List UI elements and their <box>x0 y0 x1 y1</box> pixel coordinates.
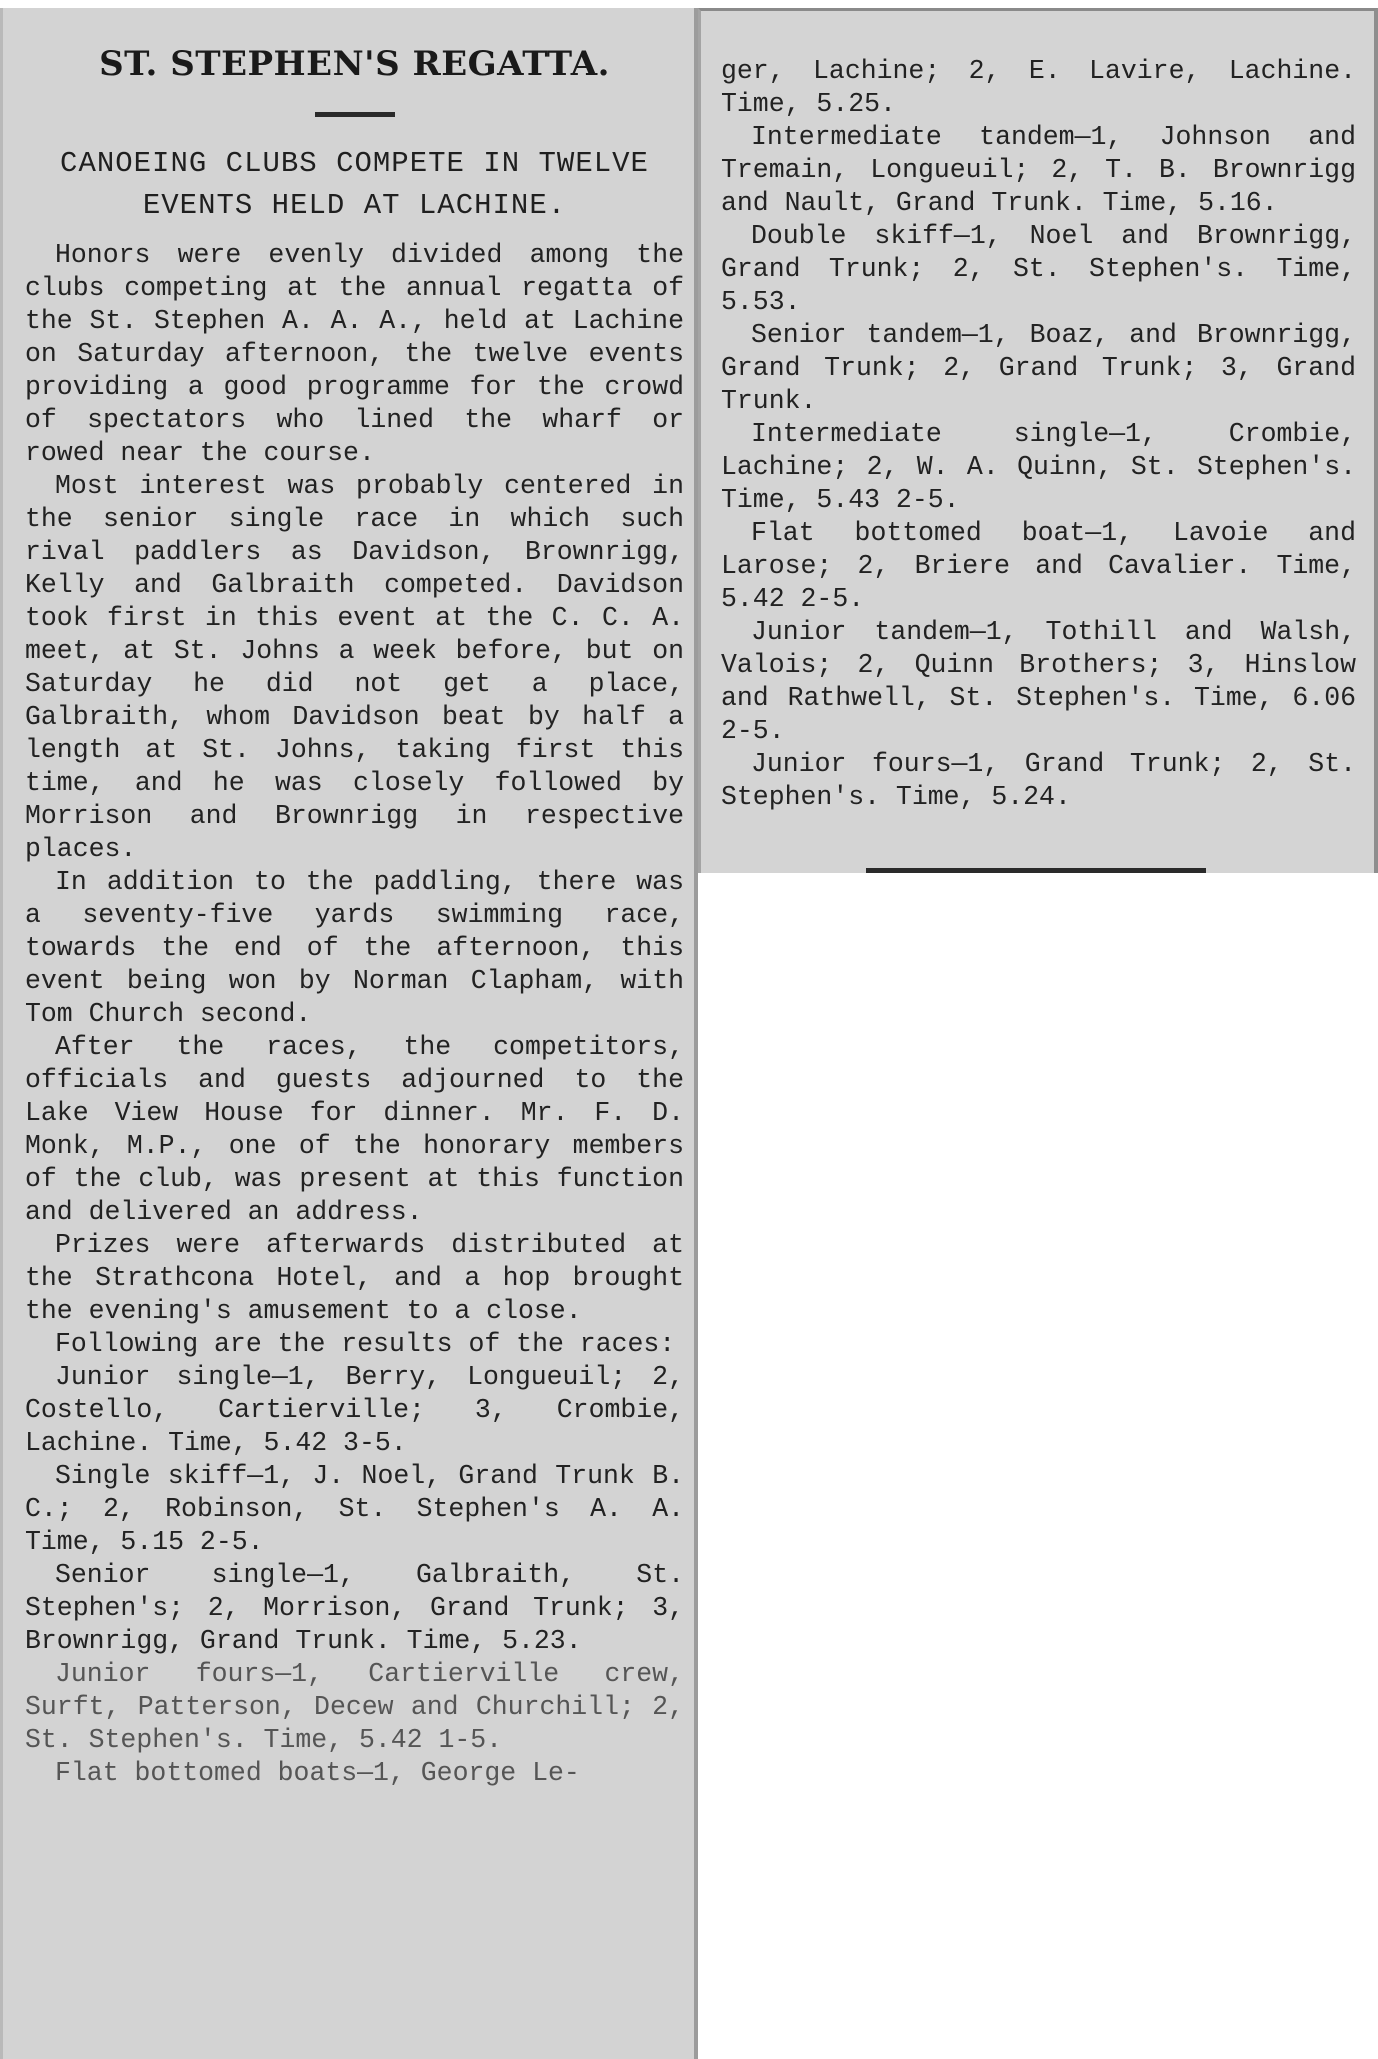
article-left-column <box>0 8 698 2059</box>
subheadline: CANOEING CLUBS COMPETE IN TWELVE EVENTS HELD AT LACHINE. <box>60 147 649 222</box>
result-entry: Junior fours—1, Grand Trunk; 2, St. Stephen's. Time, 5.24. <box>721 749 1356 812</box>
article-body-left <box>25 239 684 1790</box>
result-entry: Single skiff—1, J. Noel, Grand Trunk B. C.; 2, Robinson, St. Stephen's A. A. Time, 5.15 2-5. <box>25 1461 684 1557</box>
paragraph: Most interest was probably centered in the senior single race in which such rival paddlers as Davidson, Brownrigg, Kelly and Galbraith competed. Davidson took first in this event at the C. C. A. meet, at St. Johns a week before, but on Saturday he did not get a place, Galbraith, whom Davidson beat by half a length at St. Johns, taking first this time, and he was closely followed by Morrison and Brownrigg in respective places. <box>25 471 684 864</box>
result-entry: Junior tandem—1, Tothill and Walsh, Valois; 2, Quinn Brothers; 3, Hinslow and Rathwell, St. Stephen's. Time, 6.06 2-5. <box>721 617 1356 746</box>
headline: ST. STEPHEN'S REGATTA. <box>99 44 610 84</box>
article-end-divider <box>866 868 1206 873</box>
paragraph: After the races, the competitors, officials and guests adjourned to the Lake View House for dinner. Mr. F. D. Monk, M.P., one of the honorary members of the club, was present at this function and delivered an address. <box>25 1032 684 1227</box>
result-entry: Flat bottomed boat—1, Lavoie and Larose; 2, Briere and Cavalier. Time, 5.42 2-5. <box>721 518 1356 614</box>
article-body-right <box>721 55 1356 814</box>
paragraph: Following are the results of the races: <box>55 1329 676 1359</box>
result-entry: Senior single—1, Galbraith, St. Stephen's; 2, Morrison, Grand Trunk; 3, Brownrigg, Grand Trunk. Time, 5.23. <box>25 1560 684 1656</box>
headline-divider <box>315 112 395 117</box>
article-right-column <box>698 8 1378 873</box>
result-entry: ger, Lachine; 2, E. Lavire, Lachine. Time, 5.25. <box>721 56 1356 119</box>
result-entry: Junior fours—1, Cartierville crew, Surft, Patterson, Decew and Churchill; 2, St. Stephen's. Time, 5.42 1-5. <box>25 1659 684 1755</box>
result-entry: Double skiff—1, Noel and Brownrigg, Grand Trunk; 2, St. Stephen's. Time, 5.53. <box>721 221 1356 317</box>
result-entry: Senior tandem—1, Boaz, and Brownrigg, Grand Trunk; 2, Grand Trunk; 3, Grand Trunk. <box>721 320 1356 416</box>
result-entry: Junior single—1, Berry, Longueuil; 2, Costello, Cartierville; 3, Crombie, Lachine. Time, 5.42 3-5. <box>25 1362 684 1458</box>
result-entry: Flat bottomed boats—1, George Le- <box>55 1758 580 1788</box>
paragraph: Honors were evenly divided among the clubs competing at the annual regatta of the St. Stephen A. A. A., held at Lachine on Saturday afternoon, the twelve events providing a good programme for the crowd of spectators who lined the wharf or rowed near the course. <box>25 240 684 468</box>
result-entry: Intermediate tandem—1, Johnson and Tremain, Longueuil; 2, T. B. Brownrigg and Nault, Grand Trunk. Time, 5.16. <box>721 122 1356 218</box>
paragraph: In addition to the paddling, there was a seventy-five yards swimming race, towards the end of the afternoon, this event being won by Norman Clapham, with Tom Church second. <box>25 867 684 1029</box>
result-entry: Intermediate single—1, Crombie, Lachine; 2, W. A. Quinn, St. Stephen's. Time, 5.43 2-5. <box>721 419 1356 515</box>
paragraph: Prizes were afterwards distributed at the Strathcona Hotel, and a hop brought the evening's amusement to a close. <box>25 1230 684 1326</box>
